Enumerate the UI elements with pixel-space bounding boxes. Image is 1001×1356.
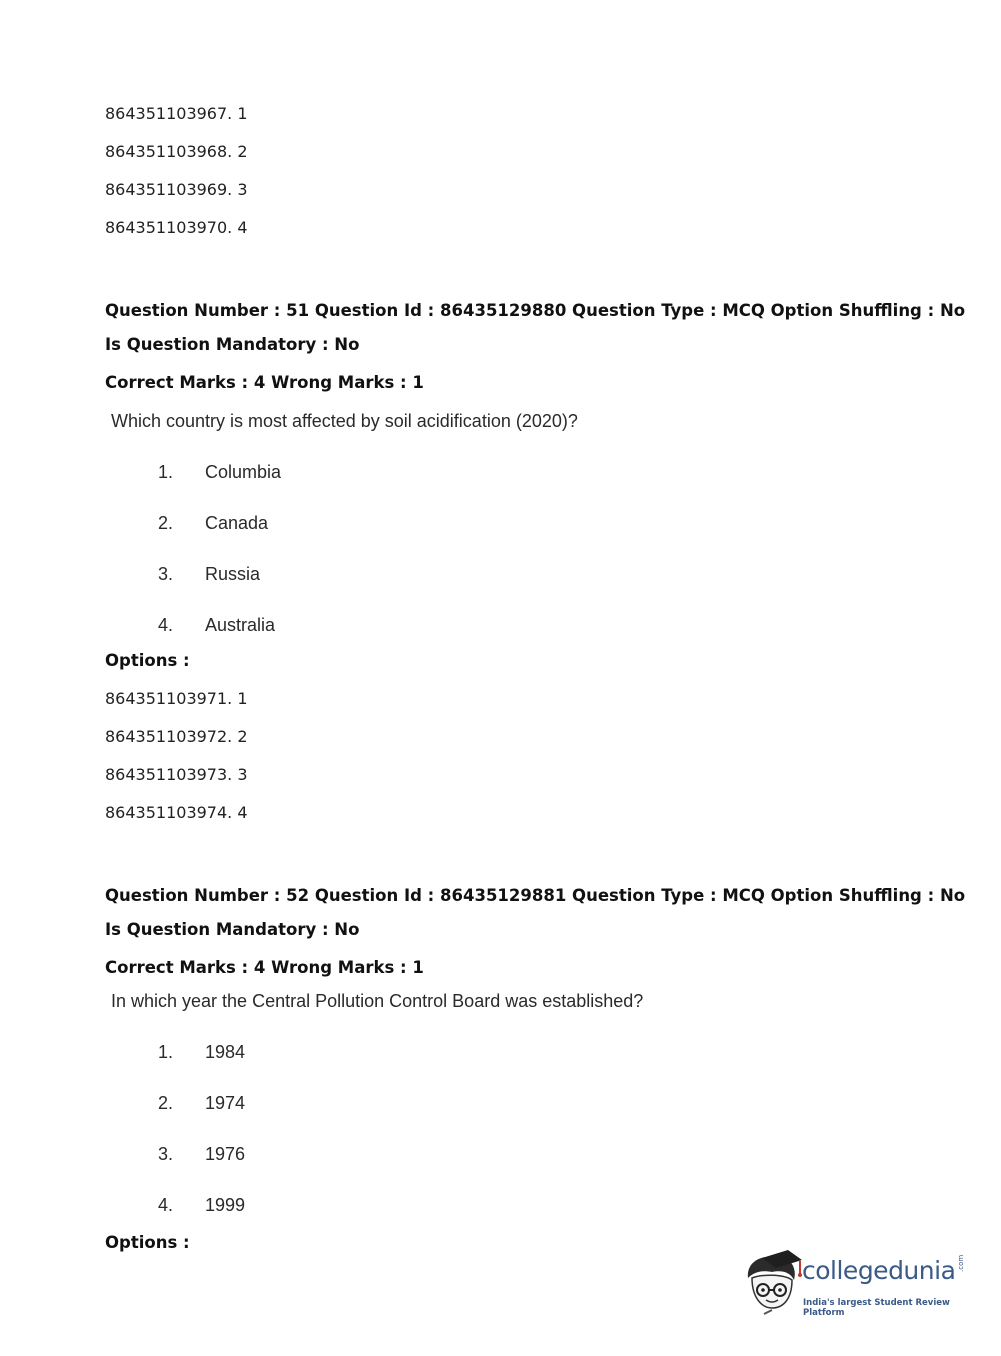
question-header: Question Number : 51 Question Id : 86435129880 Question Type : MCQ Option Shuffling : No: [105, 301, 966, 320]
option-line: 864351103969. 3: [105, 180, 248, 199]
option-line: 864351103968. 2: [105, 142, 248, 161]
option-line: 864351103972. 2: [105, 727, 248, 746]
options-label: Options :: [105, 1233, 190, 1252]
choice-number: 4.: [158, 1195, 174, 1215]
question-mandatory: Is Question Mandatory : No: [105, 920, 360, 939]
choice-number: 3.: [158, 1144, 174, 1164]
choice-text: Australia: [205, 615, 276, 635]
option-line: 864351103971. 1: [105, 689, 248, 708]
choice-text: 1976: [205, 1144, 246, 1164]
question-text: Which country is most affected by soil acidification (2020)?: [111, 411, 578, 431]
options-label: Options :: [105, 651, 190, 670]
question-marks: Correct Marks : 4 Wrong Marks : 1: [105, 373, 424, 392]
choice-text: 1984: [205, 1042, 246, 1062]
mascot-graduate-icon: [742, 1248, 804, 1320]
choice-text: Columbia: [205, 462, 282, 482]
choice-number: 3.: [158, 564, 174, 584]
logo-tagline: India's largest Student Review Platform: [803, 1298, 950, 1318]
question-mandatory: Is Question Mandatory : No: [105, 335, 360, 354]
choice-number: 2.: [158, 1093, 174, 1113]
question-header: Question Number : 52 Question Id : 86435129881 Question Type : MCQ Option Shuffling : No: [105, 886, 966, 905]
question-text: In which year the Central Pollution Control Board was established?: [111, 991, 644, 1011]
option-line: 864351103967. 1: [105, 104, 248, 123]
logo-wordmark: collegedunia: [802, 1256, 956, 1285]
question-marks: Correct Marks : 4 Wrong Marks : 1: [105, 958, 424, 977]
choice-text: 1974: [205, 1093, 246, 1113]
choice-number: 1.: [158, 462, 174, 482]
choice-text: Russia: [205, 564, 261, 584]
option-line: 864351103973. 3: [105, 765, 248, 784]
logo-suffix: .com: [957, 1254, 965, 1272]
collegedunia-logo[interactable]: [742, 1248, 972, 1320]
option-line: 864351103970. 4: [105, 218, 248, 237]
choice-number: 4.: [158, 615, 174, 635]
option-line: 864351103974. 4: [105, 803, 248, 822]
choice-text: 1999: [205, 1195, 246, 1215]
choice-number: 1.: [158, 1042, 174, 1062]
choice-text: Canada: [205, 513, 269, 533]
choice-number: 2.: [158, 513, 174, 533]
